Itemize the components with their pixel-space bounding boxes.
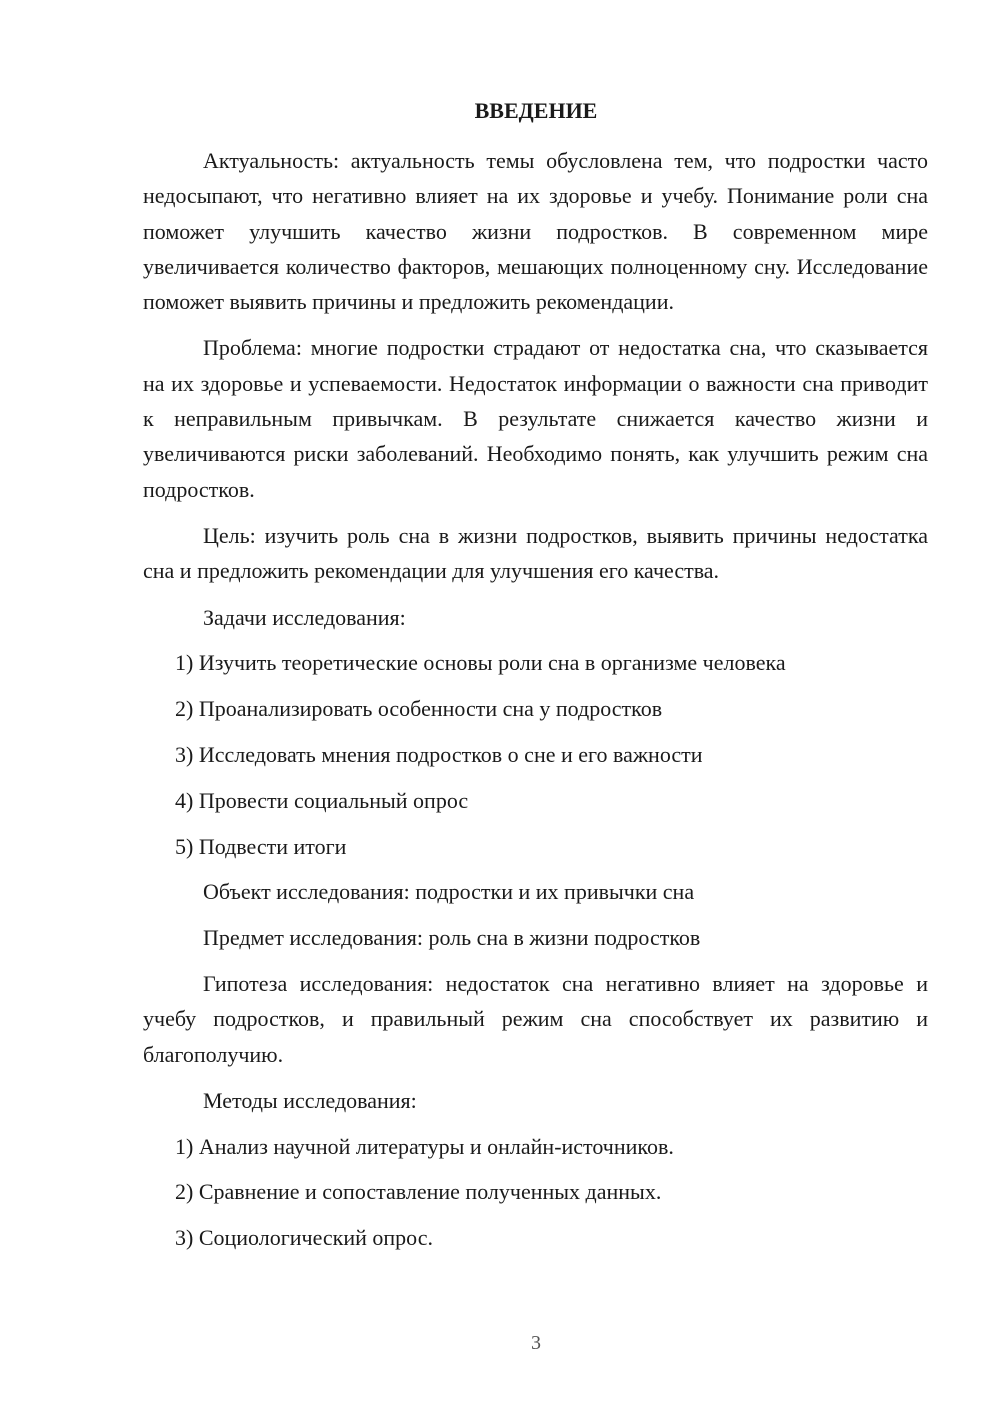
tasks-heading: Задачи исследования: xyxy=(203,604,406,630)
list-item: 2) Проанализировать особенности сна у подростков xyxy=(175,696,663,722)
research-subject: Предмет исследования: роль сна в жизни подростков xyxy=(203,925,701,951)
hypothesis-paragraph: Гипотеза исследования: недостаток сна негативно влияет на здоровье и учебу подростков, и правильный режим сна способствует их развитию и благополучию. xyxy=(143,970,928,1067)
goal-paragraph: Цель: изучить роль сна в жизни подростков, выявить причины недостатка сна и предложить рекомендации для улучшения его качества. xyxy=(143,522,928,584)
list-item: 1) Изучить теоретические основы роли сна в организме человека xyxy=(175,650,786,676)
document-body xyxy=(143,143,928,1266)
page-number: 3 xyxy=(531,1332,541,1354)
list-item: 4) Провести социальный опрос xyxy=(175,787,469,813)
problem-paragraph: Проблема: многие подростки страдают от недостатка сна, что сказывается на их здоровье и успеваемости. Недостаток информации о важности сна приводит к неправильным привычкам. В результате снижается качество жизни и увеличиваются риски заболеваний. Необходимо понять, как улучшить режим сна подростков. xyxy=(143,335,928,502)
list-item: 3) Исследовать мнения подростков о сне и его важности xyxy=(175,741,703,767)
list-item: 3) Социологический опрос. xyxy=(175,1225,433,1251)
research-object: Объект исследования: подростки и их привычки сна xyxy=(203,879,695,905)
methods-list xyxy=(143,1129,928,1256)
methods-heading: Методы исследования: xyxy=(203,1087,417,1113)
relevance-paragraph: Актуальность: актуальность темы обусловлена тем, что подростки часто недосыпают, что негативно влияет на их здоровье и учебу. Понимание роли сна поможет улучшить качество жизни подростков. В современном мире увеличивается количество факторов, мешающих полноценному сну. Исследование поможет выявить причины и предложить рекомендации. xyxy=(143,148,928,315)
list-item: 2) Сравнение и сопоставление полученных данных. xyxy=(175,1179,662,1205)
list-item: 5) Подвести итоги xyxy=(175,833,347,859)
page-title: ВВЕДЕНИЕ xyxy=(474,98,598,123)
tasks-list xyxy=(143,645,928,863)
list-item: 1) Анализ научной литературы и онлайн-источников. xyxy=(175,1133,674,1159)
